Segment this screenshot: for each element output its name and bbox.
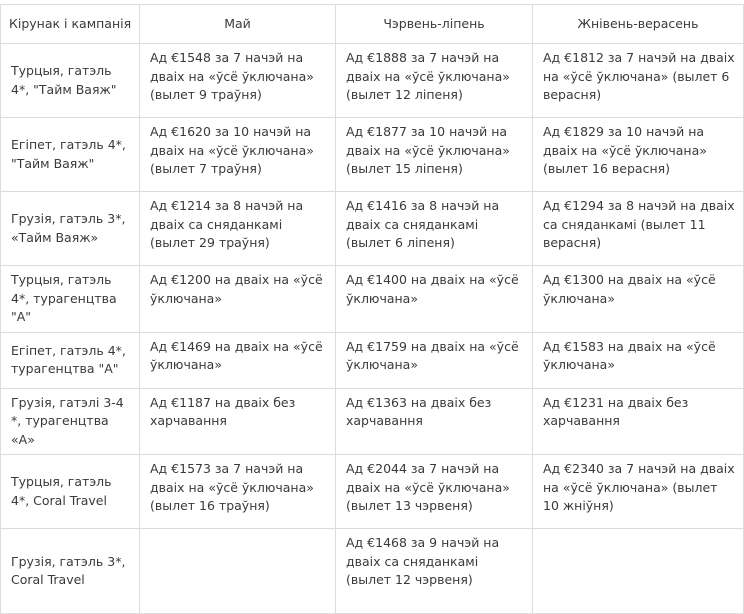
cell-may: Ад €1573 за 7 начэй на дваіх на «ўсё ўключана» (вылет 16 траўня) <box>140 455 336 529</box>
cell-august-september: Ад €2340 за 7 начэй на дваіх на «ўсё ўключана» (вылет 10 жніўня) <box>533 455 744 529</box>
cell-june-july: Ад €1759 на дваіх на «ўсё ўключана» <box>336 332 533 388</box>
cell-may: Ад €1469 на дваіх на «ўсё ўключана» <box>140 332 336 388</box>
table-row <box>1 118 744 192</box>
cell-august-september: Ад €1583 на дваіх на «ўсё ўключана» <box>533 332 744 388</box>
cell-august-september: Ад €1294 за 8 начэй на дваіх са сняданкамі (вылет 11 верасня) <box>533 192 744 266</box>
cell-august-september: Ад €1812 за 7 начэй на дваіх на «ўсё ўключана» (вылет 6 верасня) <box>533 44 744 118</box>
table-row <box>1 529 744 614</box>
row-label: Турцыя, гатэль 4*, турагенцтва "А" <box>1 266 140 333</box>
cell-june-july: Ад €1400 на дваіх на «ўсё ўключана» <box>336 266 533 333</box>
cell-june-july: Ад €1888 за 7 начэй на дваіх на «ўсё ўключана» (вылет 12 ліпеня) <box>336 44 533 118</box>
table-row <box>1 266 744 333</box>
cell-june-july: Ад €1877 за 10 начэй на дваіх на «ўсё ўключана» (вылет 15 ліпеня) <box>336 118 533 192</box>
row-label: Турцыя, гатэль 4*, "Тайм Ваяж" <box>1 44 140 118</box>
header-may: Май <box>140 5 336 44</box>
row-label: Егіпет, гатэль 4*, "Тайм Ваяж" <box>1 118 140 192</box>
cell-august-september: Ад €1300 на дваіх на «ўсё ўключана» <box>533 266 744 333</box>
row-label: Грузія, гатэль 3*, «Тайм Ваяж» <box>1 192 140 266</box>
cell-may <box>140 529 336 614</box>
table-row <box>1 192 744 266</box>
table-row <box>1 455 744 529</box>
header-june-july: Чэрвень-ліпень <box>336 5 533 44</box>
header-august-september: Жнівень-верасень <box>533 5 744 44</box>
row-label: Егіпет, гатэль 4*, турагенцтва "А" <box>1 332 140 388</box>
row-label: Грузія, гатэль 3*, Coral Travel <box>1 529 140 614</box>
cell-may: Ад €1620 за 10 начэй на дваіх на «ўсё ўключана» (вылет 7 траўня) <box>140 118 336 192</box>
header-direction-company: Кірунак і кампанія <box>1 5 140 44</box>
cell-may: Ад €1187 на дваіх без харчавання <box>140 388 336 455</box>
cell-june-july: Ад €1468 за 9 начэй на дваіх са сняданкамі (вылет 12 чэрвеня) <box>336 529 533 614</box>
table-row <box>1 44 744 118</box>
cell-june-july: Ад €1416 за 8 начэй на дваіх са сняданкамі (вылет 6 ліпеня) <box>336 192 533 266</box>
cell-may: Ад €1214 за 8 начэй на дваіх са сняданкамі (вылет 29 траўня) <box>140 192 336 266</box>
cell-august-september: Ад €1829 за 10 начэй на дваіх на «ўсё ўключана» (вылет 16 верасня) <box>533 118 744 192</box>
table-row <box>1 388 744 455</box>
cell-august-september <box>533 529 744 614</box>
cell-august-september: Ад €1231 на дваіх без харчавання <box>533 388 744 455</box>
tour-price-table <box>0 4 744 614</box>
table-row <box>1 332 744 388</box>
cell-june-july: Ад €2044 за 7 начэй на дваіх на «ўсё ўключана» (вылет 13 чэрвеня) <box>336 455 533 529</box>
row-label: Турцыя, гатэль 4*, Coral Travel <box>1 455 140 529</box>
cell-may: Ад €1548 за 7 начэй на дваіх на «ўсё ўключана» (вылет 9 траўня) <box>140 44 336 118</box>
cell-may: Ад €1200 на дваіх на «ўсё ўключана» <box>140 266 336 333</box>
row-label: Грузія, гатэлі 3-4 *, турагенцтва «А» <box>1 388 140 455</box>
cell-june-july: Ад €1363 на дваіх без харчавання <box>336 388 533 455</box>
table-header-row <box>1 5 744 44</box>
